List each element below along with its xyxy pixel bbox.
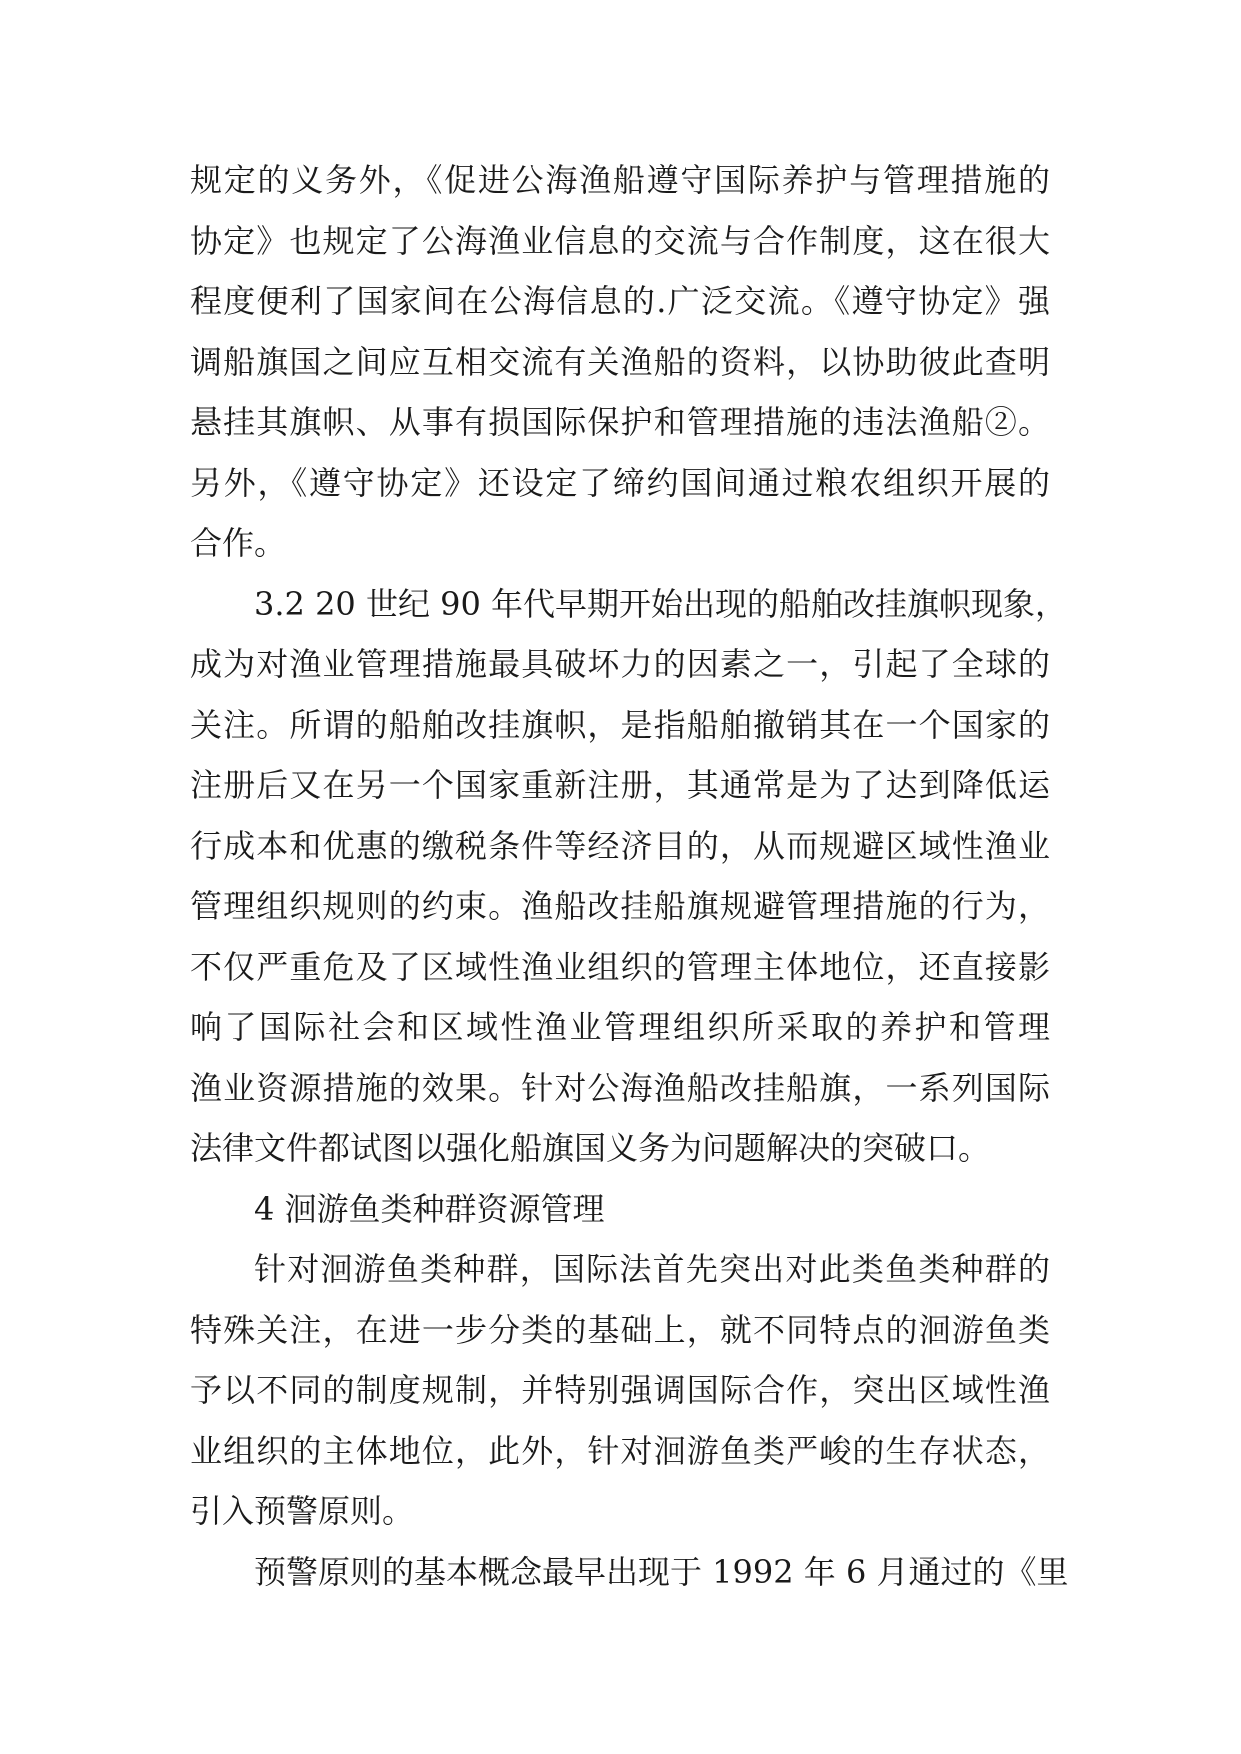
text-line: 行成本和优惠的缴税条件等经济目的，从而规避区域性渔业 bbox=[190, 826, 1050, 865]
section-heading-3-2: 3.2 20 世纪 90 年代早期开始出现的船舶改挂旗帜现象， bbox=[254, 584, 1068, 623]
text-line: 予以不同的制度规制，并特别强调国际合作，突出区域性渔 bbox=[190, 1371, 1050, 1409]
text-line: 响了国际社会和区域性渔业管理组织所采取的养护和管理 bbox=[190, 1008, 1050, 1046]
text-line: 业组织的主体地位，此外，针对洄游鱼类严峻的生存状态， bbox=[190, 1431, 1050, 1470]
text-line: 调船旗国之间应互相交流有关渔船的资料，以协助彼此查明 bbox=[190, 342, 1050, 381]
text-line: 针对洄游鱼类种群，国际法首先突出对此类鱼类种群的 bbox=[254, 1250, 1050, 1288]
text-line: 关注。所谓的船舶改挂旗帜，是指船舶撤销其在一个国家的 bbox=[190, 705, 1050, 744]
text-line: 协定》也规定了公海渔业信息的交流与合作制度，这在很大 bbox=[190, 221, 1050, 260]
text-line: 管理组织规则的约束。渔船改挂船旗规避管理措施的行为， bbox=[190, 887, 1050, 925]
text-line: 合作。 bbox=[190, 524, 287, 562]
section-heading-4: 4 洄游鱼类种群资源管理 bbox=[254, 1189, 605, 1228]
text-line: 注册后又在另一个国家重新注册，其通常是为了达到降低运 bbox=[190, 766, 1050, 804]
text-line: 渔业资源措施的效果。针对公海渔船改挂船旗，一系列国际 bbox=[190, 1068, 1050, 1107]
text-line: 不仅严重危及了区域性渔业组织的管理主体地位，还直接影 bbox=[190, 947, 1050, 986]
text-line: 特殊关注，在进一步分类的基础上，就不同特点的洄游鱼类 bbox=[190, 1310, 1050, 1349]
text-line: 规定的义务外，《促进公海渔船遵守国际养护与管理措施的 bbox=[190, 161, 1050, 199]
document-body bbox=[190, 150, 1069, 1602]
text-line: 悬挂其旗帜、从事有损国际保护和管理措施的违法渔船②。 bbox=[190, 403, 1050, 441]
text-line: 程度便利了国家间在公海信息的.广泛交流。《遵守协定》强 bbox=[190, 282, 1050, 320]
text-line: 成为对渔业管理措施最具破坏力的因素之一，引起了全球的 bbox=[190, 645, 1050, 683]
text-line: 引入预警原则。 bbox=[190, 1492, 415, 1530]
text-line: 预警原则的基本概念最早出现于 1992 年 6 月通过的《里 bbox=[254, 1552, 1069, 1591]
text-line: 法律文件都试图以强化船旗国义务为问题解决的突破口。 bbox=[190, 1129, 991, 1167]
text-line: 另外，《遵守协定》还设定了缔约国间通过粮农组织开展的 bbox=[190, 463, 1050, 502]
